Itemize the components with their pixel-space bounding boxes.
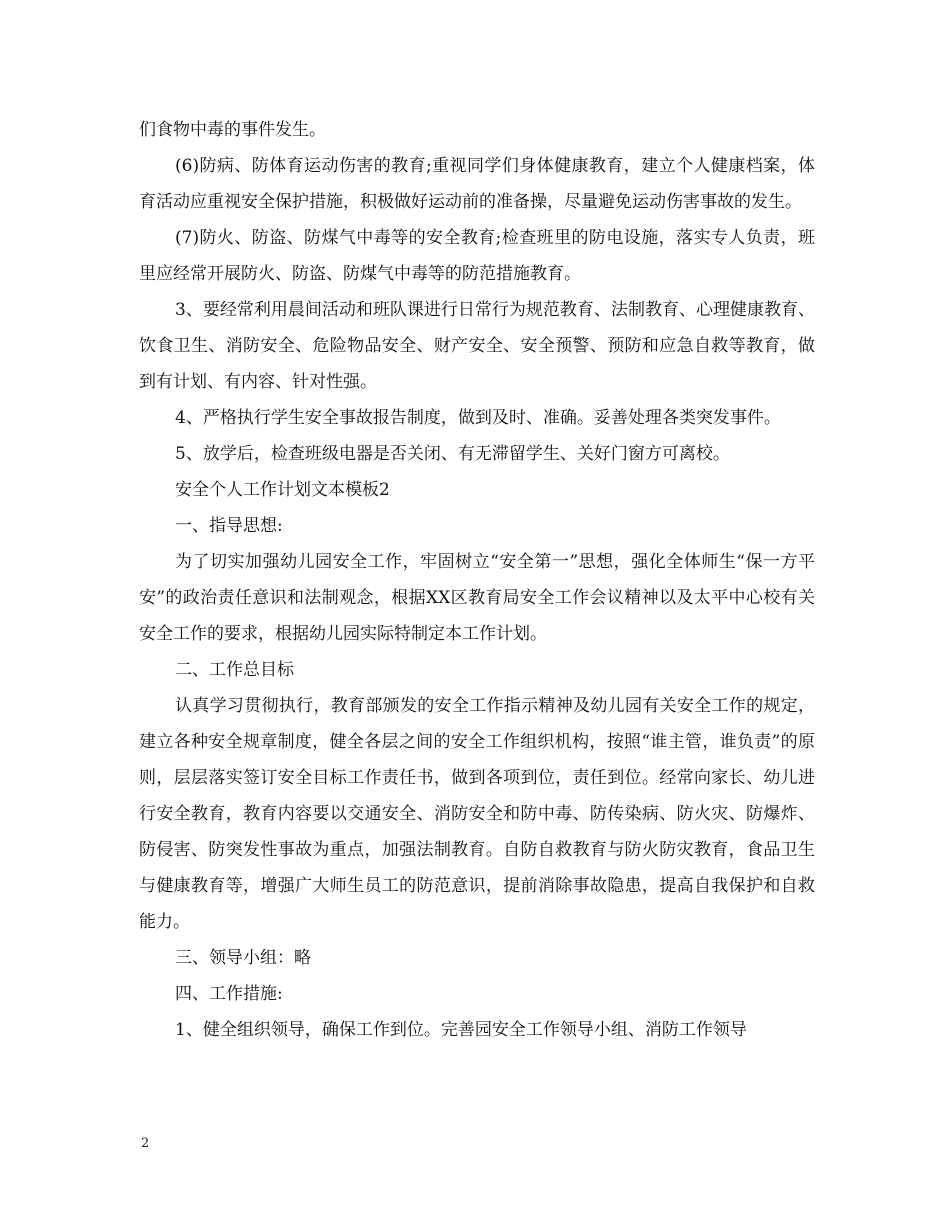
paragraph: 4、严格执行学生安全事故报告制度，做到及时、准确。妥善处理各类突发事件。	[175, 408, 781, 428]
paragraph: (7)防火、防盗、防煤气中毒等的安全教育;检查班里的防电设施，落实专人负责，班里应经常开展防火、防盗、防煤气中毒等的防范措施教育。	[139, 228, 815, 284]
paragraph: 3、要经常利用晨间活动和班队课进行日常行为规范教育、法制教育、心理健康教育、饮食卫生、消防安全、危险物品安全、财产安全、安全预警、预防和应急自救等教育，做到有计划、有内容、针对性强。	[139, 300, 815, 392]
page-body	[139, 112, 815, 1048]
heading: 三、领导小组：略	[175, 948, 311, 968]
page-number: 2	[141, 1136, 150, 1151]
paragraph: 为了切实加强幼儿园安全工作，牢固树立“安全第一”思想，强化全体师生“保一方平安”的政治责任意识和法制观念，根据XX区教育局安全工作会议精神以及太平中心校有关安全工作的要求，根据幼儿园实际特制定本工作计划。	[139, 552, 815, 644]
paragraph: 5、放学后，检查班级电器是否关闭、有无滞留学生、关好门窗方可离校。	[175, 444, 730, 464]
paragraph: 们食物中毒的事件发生。	[139, 120, 326, 140]
heading: 一、指导思想:	[175, 516, 283, 536]
paragraph: (6)防病、防体育运动伤害的教育;重视同学们身体健康教育，建立个人健康档案，体育活动应重视安全保护措施，积极做好运动前的准备操，尽量避免运动伤害事故的发生。	[139, 156, 815, 212]
heading: 二、工作总目标	[175, 660, 294, 680]
section-title: 安全个人工作计划文本模板2	[175, 480, 390, 500]
heading: 四、工作措施:	[175, 984, 283, 1004]
paragraph: 认真学习贯彻执行，教育部颁发的安全工作指示精神及幼儿园有关安全工作的规定，建立各种安全规章制度，健全各层之间的安全工作组织机构，按照“谁主管，谁负责”的原则，层层落实签订安全目标工作责任书，做到各项到位，责任到位。经常向家长、幼儿进行安全教育，教育内容要以交通安全、消防安全和防中毒、防传染病、防火灾、防爆炸、防侵害、防突发性事故为重点，加强法制教育。自防自救教育与防火防灾教育，食品卫生与健康教育等，增强广大师生员工的防范意识，提前消除事故隐患，提高自我保护和自救能力。	[139, 696, 815, 932]
paragraph: 1、健全组织领导，确保工作到位。完善园安全工作领导小组、消防工作领导	[175, 1020, 747, 1040]
